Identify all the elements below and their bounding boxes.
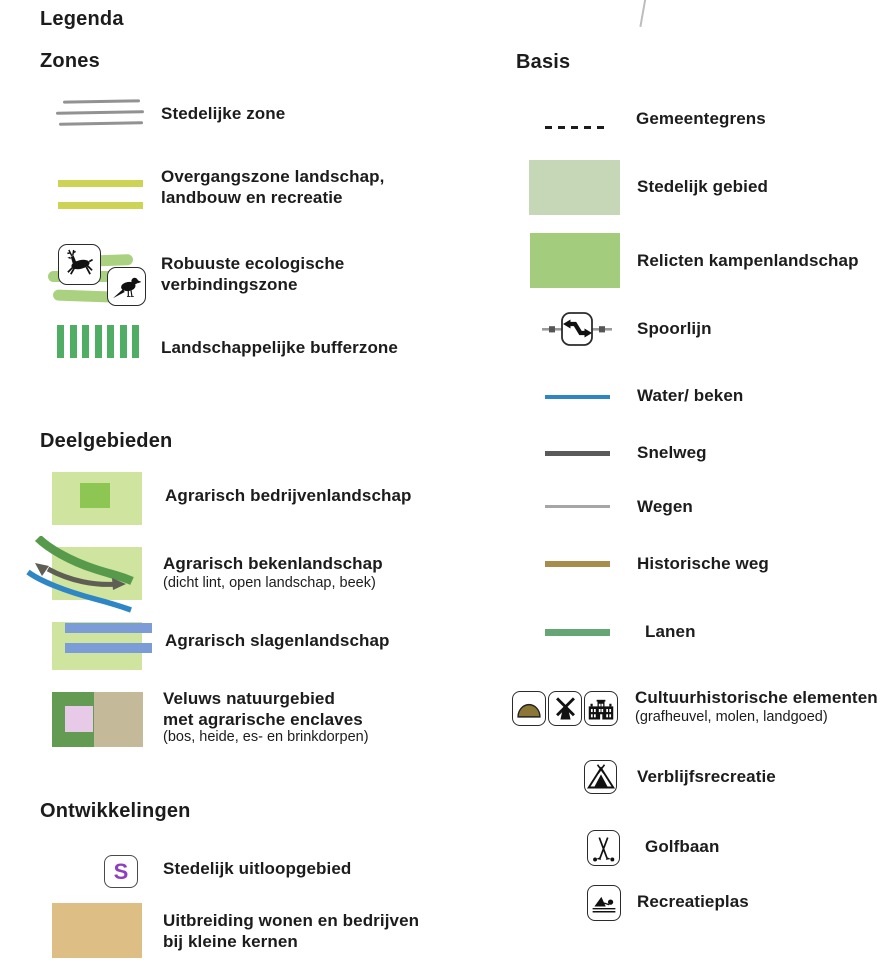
overgangszone-label-line1: Overgangszone landschap,	[161, 167, 385, 186]
slagenlandschap-label: Agrarisch slagenlandschap	[165, 631, 390, 650]
wegen-line	[545, 505, 610, 508]
basis-heading: Basis	[516, 51, 571, 73]
swimmer-icon	[587, 885, 621, 921]
snelweg-label: Snelweg	[637, 443, 707, 462]
robuuste-zone-label	[161, 253, 344, 295]
veluws-symbol	[52, 692, 143, 747]
uitbreiding-label-line1: Uitbreiding wonen en bedrijven	[163, 911, 420, 930]
buffer-bar	[107, 325, 114, 358]
stedelijke-zone-label: Stedelijke zone	[161, 104, 286, 123]
bedrijven-core	[80, 483, 110, 508]
water-label: Water/ beken	[637, 386, 744, 405]
bedrijvenlandschap-symbol	[52, 472, 142, 525]
veluws-label-line1: Veluws natuurgebied	[163, 689, 335, 708]
uitloopgebied-label: Stedelijk uitloopgebied	[163, 859, 352, 878]
boundary-dash	[597, 126, 604, 130]
historische-weg-line	[545, 561, 610, 567]
deelgebieden-heading: Deelgebieden	[40, 430, 173, 452]
cultuurhistorisch-label: Cultuurhistorische elementen	[635, 688, 878, 707]
stedelijke-zone-symbol	[56, 98, 146, 128]
uitbreiding-label	[163, 910, 419, 952]
buffer-bar	[82, 325, 89, 358]
s-icon	[104, 855, 138, 888]
estate-icon	[584, 691, 618, 726]
veluws-tan-half	[94, 692, 143, 747]
stedelijk-gebied-symbol	[529, 160, 620, 215]
spoorlijn-label: Spoorlijn	[637, 319, 712, 338]
buffer-bar	[132, 325, 139, 358]
robuuste-zone-symbol	[40, 240, 155, 315]
bekenlandschap-label: Agrarisch bekenlandschap	[163, 554, 383, 573]
boundary-dash	[558, 126, 565, 130]
golf-icon	[587, 830, 620, 866]
lanen-line	[545, 629, 610, 636]
bufferzone-symbol	[57, 325, 147, 358]
bufferzone-label: Landschappelijke bufferzone	[161, 338, 398, 357]
recreatieplas-label: Recreatieplas	[637, 892, 749, 911]
s-icon-letter: S	[113, 858, 129, 884]
gemeentegrens-symbol	[545, 116, 610, 134]
urban-line	[59, 121, 143, 125]
relicten-label: Relicten kampenlandschap	[637, 251, 859, 270]
overgangszone-label	[161, 166, 384, 208]
uitbreiding-label-line2: bij kleine kernen	[163, 932, 298, 951]
cultuurhistorisch-sublabel: (grafheuvel, molen, landgoed)	[635, 709, 828, 725]
verblijfsrecreatie-label: Verblijfsrecreatie	[637, 767, 776, 786]
page-title: Legenda	[40, 8, 124, 30]
snelweg-line	[545, 451, 610, 456]
burial-mound-icon	[512, 691, 546, 726]
buffer-bar	[120, 325, 127, 358]
bird-icon	[107, 267, 146, 306]
slagen-stripe	[65, 643, 152, 653]
buffer-bar	[57, 325, 64, 358]
buffer-bar	[70, 325, 77, 358]
overgangszone-symbol	[58, 180, 148, 210]
robuuste-label-line1: Robuuste ecologische	[161, 254, 345, 273]
veluws-label	[163, 688, 363, 730]
wegen-label: Wegen	[637, 497, 693, 516]
lanen-label: Lanen	[645, 622, 696, 641]
slagen-stripe	[65, 623, 152, 633]
bedrijvenlandschap-label: Agrarisch bedrijvenlandschap	[165, 486, 412, 505]
map-edge-line	[639, 0, 646, 27]
boundary-dash	[571, 126, 578, 130]
overgangszone-label-line2: landbouw en recreatie	[161, 188, 343, 207]
veluws-label-line2: met agrarische enclaves	[163, 710, 363, 729]
slagenlandschap-symbol	[52, 622, 142, 670]
tent-icon	[584, 760, 617, 794]
relicten-symbol	[530, 233, 620, 288]
buffer-bar	[95, 325, 102, 358]
robuuste-label-line2: verbindingszone	[161, 275, 298, 294]
bekenlandschap-symbol	[25, 536, 155, 618]
boundary-dash	[584, 126, 591, 130]
gemeentegrens-label: Gemeentegrens	[636, 109, 766, 128]
stedelijk-gebied-label: Stedelijk gebied	[637, 177, 769, 196]
veluws-enclave	[65, 706, 93, 732]
railway-icon	[541, 311, 613, 349]
historische-weg-label: Historische weg	[637, 554, 769, 573]
zones-heading: Zones	[40, 50, 100, 72]
deer-icon	[58, 244, 101, 285]
transition-line	[58, 202, 143, 209]
water-line	[545, 395, 610, 399]
urban-line	[63, 99, 140, 103]
windmill-icon	[548, 691, 582, 726]
ontwikkelingen-heading: Ontwikkelingen	[40, 800, 191, 822]
bekenlandschap-sublabel: (dicht lint, open landschap, beek)	[163, 575, 376, 591]
veluws-sublabel: (bos, heide, es- en brinkdorpen)	[163, 729, 369, 745]
golfbaan-label: Golfbaan	[645, 837, 720, 856]
uitbreiding-symbol	[52, 903, 142, 958]
urban-line	[56, 110, 144, 115]
transition-line	[58, 180, 143, 187]
boundary-dash	[545, 126, 552, 130]
cultuurhistorisch-symbol	[512, 691, 622, 727]
